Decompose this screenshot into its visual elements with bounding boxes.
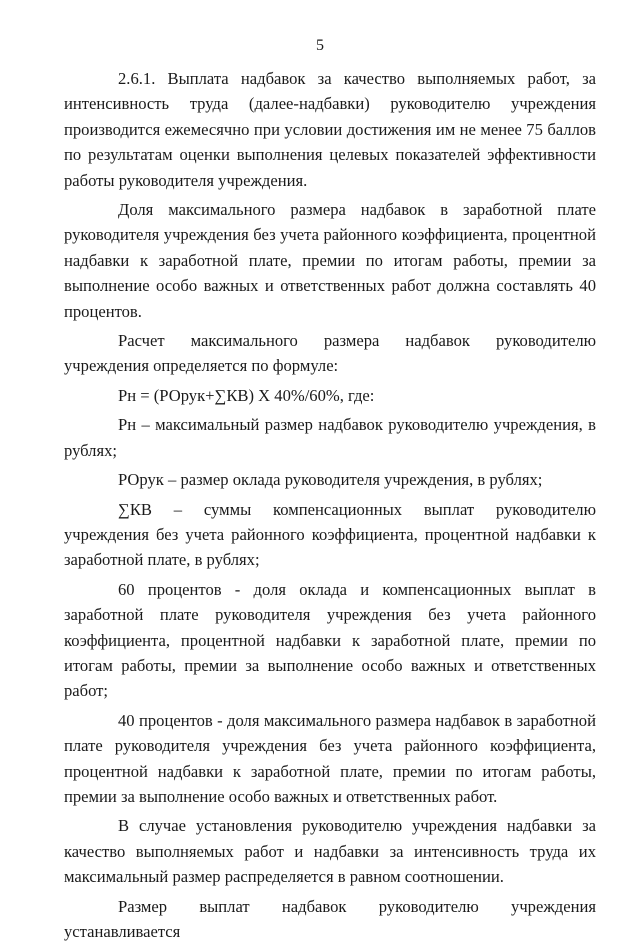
paragraph-equal-distribution: В случае установления руководителю учреждения надбавки за качество выполняемых работ и надбавки за интенсивность труда их максимальный размер распределяется в равном соотношении. bbox=[64, 816, 596, 887]
paragraph-2-6-1: 2.6.1. Выплата надбавок за качество выполняемых работ, за интенсивность труда (далее-надбавки) руководителю учреждения производится ежемесячно при условии достижения им не менее 75 баллов по результатам оценки выполнения целевых показателей эффективности работы руководителя учреждения. bbox=[64, 69, 596, 190]
document-body bbox=[64, 66, 596, 948]
definition-40-percent: 40 процентов - доля максимального размера надбавок в заработной плате руководителя учреждения без учета районного коэффициента, процентной надбавки к заработной плате, премии по итогам работы, премии за выполнение особо важных и ответственных работ. bbox=[64, 710, 596, 806]
definition-kv: ∑КВ – суммы компенсационных выплат руководителю учреждения без учета районного коэффициента, процентной надбавки к заработной плате, в рублях; bbox=[64, 499, 596, 570]
definition-rorouk: РОрук – размер оклада руководителя учреждения, в рублях; bbox=[118, 470, 543, 490]
paragraph-bonus-share: Доля максимального размера надбавок в заработной плате руководителя учреждения без учета районного коэффициента, процентной надбавки к заработной плате, премии по итогам работы, премии за выполнение особо важных и ответственных работ должна составлять 40 процентов. bbox=[64, 200, 596, 321]
page-number: 5 bbox=[316, 37, 324, 54]
paragraph-calculation-intro: Расчет максимального размера надбавок руководителю учреждения определяется по формуле: bbox=[64, 331, 596, 376]
paragraph-payment-size: Размер выплат надбавок руководителю учреждения устанавливается bbox=[64, 896, 596, 941]
definition-rn: Рн – максимальный размер надбавок руководителю учреждения, в рублях; bbox=[64, 415, 596, 460]
formula-line: Рн = (РОрук+∑КВ) Х 40%/60%, где: bbox=[118, 385, 375, 405]
definition-60-percent: 60 процентов - доля оклада и компенсационных выплат в заработной плате руководителя учреждения без учета районного коэффициента, процентной надбавки к заработной плате, премии по итогам работы, премии за выполнение особо важных и ответственных работ; bbox=[64, 579, 596, 701]
